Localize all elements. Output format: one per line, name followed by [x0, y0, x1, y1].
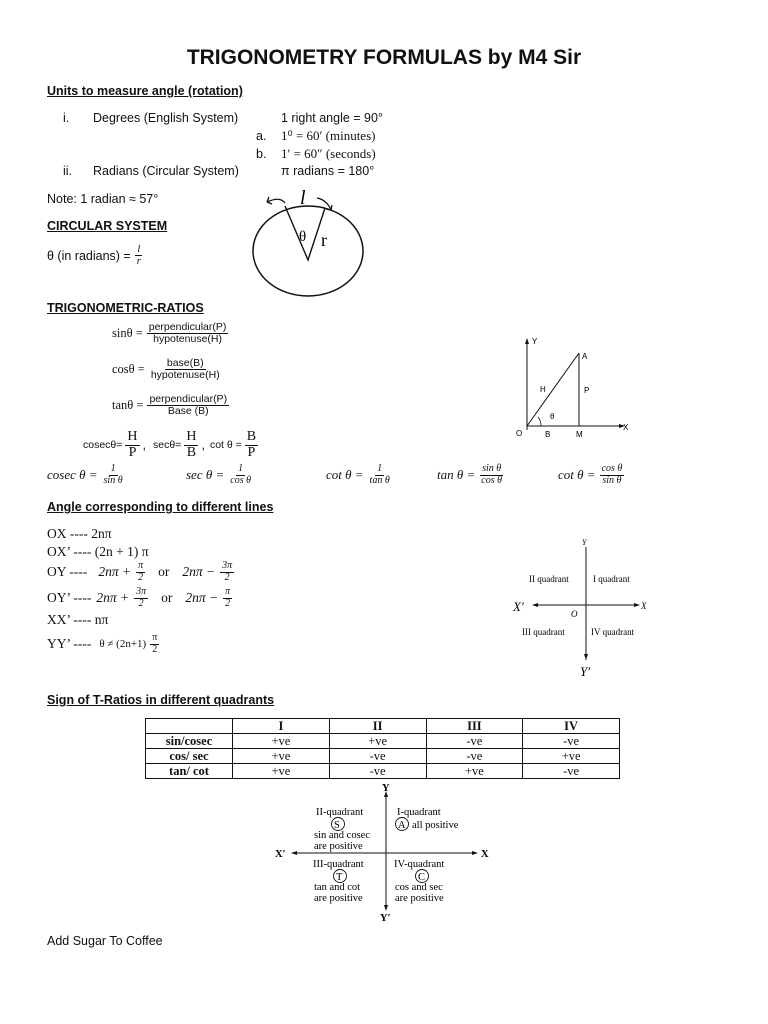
q1-line1: all positive	[412, 820, 459, 831]
triangle-theta-label: θ	[550, 412, 555, 421]
q4-letter: C	[418, 872, 426, 883]
q2-letter: S	[334, 820, 340, 831]
line-value: 2nπ	[91, 526, 112, 541]
row-header: cos/ sec	[146, 749, 233, 764]
units-item-label: Degrees (English System)	[93, 111, 239, 125]
line-name: OX ----	[47, 526, 88, 541]
column-header: II	[329, 719, 426, 734]
line-b-pre: 2nπ −	[185, 590, 219, 605]
row-header: tan/ cot	[146, 764, 233, 779]
q3-title: III-quadrant	[313, 859, 364, 870]
line-ox	[47, 526, 112, 542]
table-row	[146, 764, 620, 779]
units-item-num: i.	[63, 111, 70, 125]
identity-den: cos θ	[230, 474, 252, 486]
triangle-h-label: H	[540, 385, 546, 394]
units-item-note: π radians = 180°	[281, 164, 375, 178]
astc-diagram	[270, 782, 500, 922]
ratio-den: Base (B)	[167, 405, 209, 418]
identity-den: sin θ	[602, 474, 622, 486]
radian-note: Note: 1 radian ≈ 57°	[47, 192, 159, 206]
identity-num: 1	[238, 463, 244, 474]
line-b-den: 2	[224, 571, 230, 583]
line-or: or	[158, 564, 170, 579]
angles-heading: Angle corresponding to different lines	[47, 500, 274, 514]
units-sub-text: 1⁰ = 60′ (minutes)	[281, 128, 376, 143]
ratio-num: perpendicular(P)	[149, 393, 228, 405]
table-cell: +ve	[233, 764, 330, 779]
units-sub-num: b.	[256, 147, 267, 161]
table-cell: -ve	[523, 734, 620, 749]
table-cell: +ve	[233, 749, 330, 764]
line-num: π	[152, 632, 158, 643]
astc-y-label: Y	[382, 783, 390, 794]
axis-y2-label: Y′	[580, 664, 591, 679]
cot-lhs: cot θ =	[209, 439, 242, 452]
radius-label: r	[321, 230, 327, 250]
line-oy	[47, 561, 234, 583]
astc-x-label: X	[481, 849, 489, 860]
units-item-note: 1 right angle = 90°	[281, 111, 383, 125]
angle-label: θ	[299, 229, 307, 245]
line-b-den: 2	[225, 597, 231, 609]
quadrant-3-label: III quadrant	[522, 627, 565, 637]
line-value: nπ	[94, 612, 109, 627]
ratio-num: perpendicular(P)	[148, 321, 227, 333]
circle-sketch	[245, 188, 375, 303]
ratio-den: hypotenuse(H)	[150, 369, 220, 382]
triangle-b-label: B	[545, 430, 551, 439]
table-cell: -ve	[523, 764, 620, 779]
triangle-y-label: Y	[532, 337, 538, 346]
q4-title: IV-quadrant	[394, 859, 445, 870]
identity-num: 1	[377, 463, 383, 474]
line-b-num: π	[225, 586, 231, 597]
triangle-diagram	[510, 335, 635, 443]
identity-den: cos θ	[481, 474, 503, 486]
line-a-pre: 2nπ +	[98, 564, 132, 579]
q4-line1: cos and sec	[395, 882, 443, 893]
identity-lhs: cot θ =	[558, 467, 596, 482]
cot-num: B	[246, 429, 257, 444]
signs-heading: Sign of T-Ratios in different quadrants	[47, 693, 275, 707]
quadrant-1-label: I quadrant	[593, 574, 630, 584]
line-ox2	[47, 544, 149, 560]
q2-line2: are positive	[314, 841, 363, 852]
identity-num: cos θ	[601, 463, 623, 474]
origin-label: O	[571, 609, 578, 619]
identity-cot	[326, 464, 392, 486]
quadrant-4-label: IV quadrant	[591, 627, 635, 637]
identity-tan	[437, 464, 504, 486]
ratio-lhs: cosθ =	[112, 362, 145, 377]
identity-sec	[186, 464, 253, 486]
triangle-x-label: X	[623, 423, 629, 432]
quadrant-2-label: II quadrant	[529, 574, 569, 584]
line-name: YY’ ----	[47, 636, 92, 651]
inverse-ratios	[83, 430, 258, 460]
tan-ratio	[112, 394, 229, 417]
table-header-row	[146, 719, 620, 734]
circular-heading: CIRCULAR SYSTEM	[47, 219, 168, 233]
cos-ratio	[112, 358, 222, 381]
sin-ratio	[112, 322, 228, 345]
line-name: XX’ ----	[47, 612, 92, 627]
units-heading: Units to measure angle (rotation)	[47, 84, 243, 98]
footer-mnemonic: Add Sugar To Coffee	[47, 934, 163, 948]
line-name: OX’ ----	[47, 544, 92, 559]
line-den: 2	[152, 643, 158, 655]
cosec-num: H	[127, 429, 138, 444]
q3-line1: tan and cot	[314, 882, 361, 893]
identity-den: sin θ	[103, 474, 123, 486]
q4-line2: are positive	[395, 893, 444, 904]
astc-y2-label: Y′	[380, 913, 391, 922]
axis-y-label: Y	[582, 538, 587, 547]
cosec-den: P	[128, 444, 137, 460]
units-sub-text: 1′ = 60″ (seconds)	[281, 146, 376, 161]
table-cell: +ve	[329, 734, 426, 749]
identity-lhs: cot θ =	[326, 467, 364, 482]
table-cell: +ve	[426, 764, 523, 779]
line-a-den: 2	[138, 597, 144, 609]
ratio-den: hypotenuse(H)	[153, 333, 222, 346]
arc-label: l	[300, 188, 306, 209]
axis-x2-label: X′	[513, 599, 524, 614]
ratio-lhs: tanθ =	[112, 398, 144, 413]
triangle-p-label: P	[584, 386, 590, 395]
triangle-o-label: O	[516, 429, 523, 438]
ratios-heading: TRIGONOMETRIC-RATIOS	[47, 301, 204, 315]
line-yy	[47, 633, 159, 655]
identity-lhs: cosec θ =	[47, 467, 98, 482]
column-header: III	[426, 719, 523, 734]
line-a-num: π	[138, 560, 144, 571]
table-row	[146, 734, 620, 749]
q1-letter: A	[398, 820, 406, 831]
row-header: sin/cosec	[146, 734, 233, 749]
table-cell: +ve	[233, 734, 330, 749]
table-cell: +ve	[523, 749, 620, 764]
table-corner	[146, 719, 233, 734]
radian-formula-lhs: θ (in radians) =	[47, 248, 131, 263]
triangle-a-label: A	[582, 352, 588, 361]
astc-x2-label: X′	[275, 849, 286, 860]
quadrant-axes-diagram	[505, 535, 665, 683]
table-row	[146, 749, 620, 764]
line-pre: θ ≠ (2n+1)	[99, 638, 147, 650]
identity-cosec	[47, 464, 125, 486]
line-or: or	[161, 590, 173, 605]
radian-formula-num: l	[137, 244, 141, 255]
identity-num: 1	[110, 463, 116, 474]
q2-line1: sin and cosec	[314, 830, 370, 841]
triangle-m-label: M	[576, 430, 583, 439]
table-cell: -ve	[426, 749, 523, 764]
units-item-num: ii.	[63, 164, 73, 178]
ratio-lhs: sinθ =	[112, 326, 143, 341]
line-a-den: 2	[138, 571, 144, 583]
identity-num: sin θ	[482, 463, 502, 474]
line-xx	[47, 612, 108, 628]
cosec-lhs: cosecθ=	[83, 439, 123, 452]
q2-title: II-quadrant	[316, 807, 364, 818]
units-sub-num: a.	[256, 129, 267, 143]
line-name: OY’ ----	[47, 590, 92, 605]
line-b-pre: 2nπ −	[182, 564, 216, 579]
table-cell: -ve	[329, 764, 426, 779]
radian-formula	[47, 244, 143, 267]
q1-title: I-quadrant	[397, 807, 441, 818]
line-value: (2n + 1) π	[94, 544, 149, 559]
sec-den: B	[186, 444, 197, 460]
line-oy2	[47, 587, 232, 609]
column-header: I	[233, 719, 330, 734]
page-title: TRIGONOMETRY FORMULAS by M4 Sir	[186, 46, 582, 69]
cot-den: P	[247, 444, 256, 460]
sec-lhs: secθ=	[153, 439, 182, 452]
line-a-pre: 2nπ +	[96, 590, 130, 605]
line-name: OY ----	[47, 564, 88, 579]
units-item-label: Radians (Circular System)	[93, 164, 239, 178]
axis-x-label: X	[641, 601, 647, 611]
identity-lhs: tan θ =	[437, 467, 476, 482]
table-cell: -ve	[426, 734, 523, 749]
sep: ,	[201, 438, 205, 453]
table-cell: -ve	[329, 749, 426, 764]
ratio-num: base(B)	[166, 357, 204, 369]
column-header: IV	[523, 719, 620, 734]
identity-cot2	[558, 464, 624, 486]
identity-lhs: sec θ =	[186, 467, 225, 482]
radian-formula-den: r	[136, 256, 141, 268]
signs-table	[145, 718, 620, 779]
sec-num: H	[186, 429, 197, 444]
q3-line2: are positive	[314, 893, 363, 904]
line-a-num: 3π	[136, 586, 147, 597]
identity-den: tan θ	[369, 474, 390, 486]
q3-letter: T	[336, 872, 343, 883]
sep: ,	[142, 438, 147, 453]
line-b-num: 3π	[222, 560, 233, 571]
